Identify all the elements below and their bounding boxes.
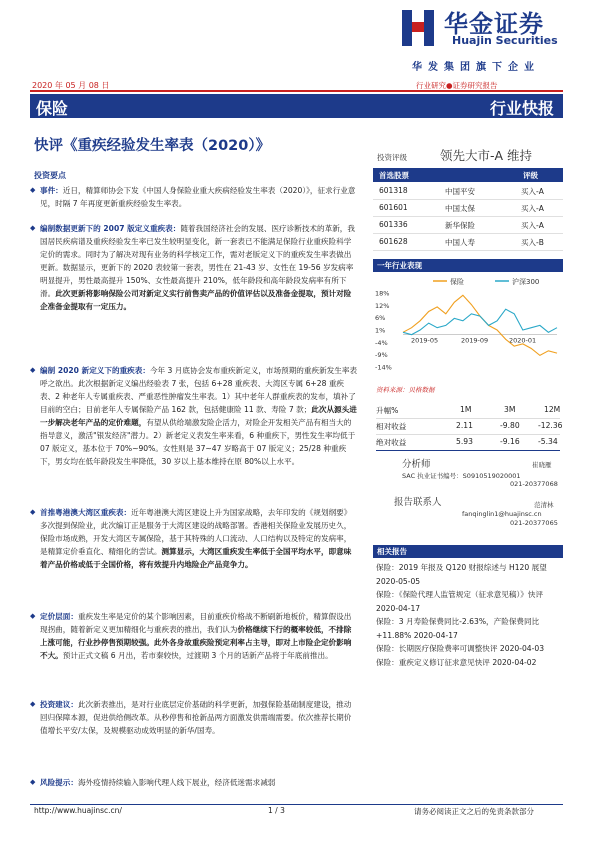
y-tick-label: -9%	[375, 351, 388, 360]
stock-name: 中国人寿	[445, 238, 475, 247]
related-report-item[interactable]: 保险：长期医疗保险费率可调整快评 2020-04-03	[376, 644, 545, 653]
bullet-icon: ◆	[30, 700, 36, 708]
bullet-icon: ◆	[30, 224, 36, 232]
legend-label: 沪深300	[512, 278, 540, 286]
contact-name: 范清林	[534, 501, 554, 509]
analyst-sac: SAC 执业证书编号：S0910519020001	[402, 472, 521, 480]
x-tick-label: 2020-01	[509, 336, 537, 345]
performance-row	[376, 418, 563, 435]
paragraph-2007-table: ◆ 编制数据更新下的 2007 版定义重疾表：随着我国经济社会的发展、医疗诊断技术的革新，我国居民疾病谱及重疾经验发生率已发生较明显变化，新一套表已不能满足保险行业重疾险科学定价的需求。同时为了解决对现有业务的科学核定工作，需对老版定义下的重疾发生率表做出更新。数据显示，更新下的 2020 表较第一套表，男性在 21-43 岁、女性在 19-56 岁发病率明显提升，男性最高提升 150%、女性最高提升 210%，低年龄段和高年龄段发病率有所下滑。此次更新将影响保险公司对新定义实行前售卖产品的价值评估以及准备金提取，预计对险企准备金提取有一定压力。	[30, 224, 355, 311]
stock-rating: 买入-A	[521, 221, 544, 230]
bullet-icon: ◆	[30, 778, 36, 786]
contact-phone: 021-20377065	[510, 519, 558, 527]
related-report-item[interactable]: 保险：重疾定义修订征求意见快评 2020-04-02	[376, 657, 537, 667]
analyst-phone: 021-20377068	[510, 480, 558, 488]
stock-row	[373, 201, 563, 217]
header-band	[30, 94, 563, 118]
stock-rating: 买入-A	[521, 204, 544, 213]
perf-label: 相对收益	[376, 422, 407, 431]
report-title: 快评《重疾经验发生率表（2020）》	[34, 138, 271, 154]
stock-code: 601628	[379, 237, 408, 246]
y-tick-label: 12%	[375, 301, 390, 310]
rating-label: 投资评级	[377, 153, 407, 162]
stock-code: 601318	[379, 186, 408, 195]
bullet-icon: ◆	[30, 186, 36, 194]
y-tick-label: 6%	[375, 314, 386, 323]
x-tick-label: 2019-05	[411, 336, 439, 345]
stock-rating: 买入-B	[521, 238, 544, 247]
stock-name: 新华保险	[445, 221, 475, 230]
x-tick-label: 2019-09	[461, 336, 489, 345]
related-reports-title: 相关报告	[377, 547, 407, 556]
stock-name: 中国平安	[445, 187, 475, 196]
stock-code: 601336	[379, 220, 408, 229]
perf-value: -5.34	[538, 437, 558, 446]
stock-code: 601601	[379, 203, 408, 212]
stock-header-left: 首选股票	[379, 171, 409, 180]
report-categories: 行业研究●证券研究报告	[416, 81, 498, 90]
related-reports-list	[376, 561, 560, 669]
analyst-label: 分析师	[402, 459, 431, 470]
y-tick-label: -4%	[375, 338, 388, 347]
y-tick-label: -14%	[375, 363, 392, 372]
stock-row	[373, 235, 563, 251]
paragraph-2020-table: ◆ 编制 2020 新定义下的重疾表：今年 3 月底协会发布重疾新定义，市场预期的重疾新发生率表呼之欲出。此次根据新定义编出经验表 7 张，包括 6+28 重疾表、大湾区专属 6+28 重疾表、2 种老年人专属重疾表、严重恶性肿瘤发生率表。1）其中老年人群重疾表的发布，填补了目前的空白；目前老年人专属保险产品 162 款，包括健康险 11 款、寿险 7 款；此次从源头进一步解决老年产品的定价难题，有望从供给端激发险企活力，对险企开发相关产品有相当大的指导意义，激活"银发经济"潜力。2）新老定义表发生率来看，6 种重疾下，男性发生率均低于 07 版定义，基本位于 70%~90%。女性则是 37~47 岁略高于 07 版定义；25/28 种重疾下，男女均在低年龄段发生率降低，30 岁以上基本维持在原 80%以上水平。	[30, 366, 358, 466]
perf-value: 2.11	[456, 421, 473, 430]
perf-header: 1M	[460, 405, 472, 414]
related-reports-header	[373, 545, 563, 558]
perf-header: 3M	[504, 405, 516, 414]
analyst-name: 崔晓雁	[532, 461, 552, 469]
series-line-csi300	[403, 309, 557, 334]
disclaimer-note: 请务必阅读正文之后的免责条款部分	[414, 807, 534, 816]
stock-row	[373, 184, 563, 200]
perf-header: 12M	[544, 405, 561, 414]
footer-url[interactable]: http://www.huajinsc.cn/	[34, 806, 122, 815]
performance-row	[376, 434, 560, 451]
paragraph-greater-bay: ◆ 首推粤港澳大湾区重疾表：近年粤港澳大湾区建设上升为国家战略，去年印发的《规划纲要》多次提到保险业，此次编订正是服务于大湾区建设的战略部署。香港相关保险业发展历史久，保险市场成熟，开发大湾区专属保险，基于其特殊的人口流动、人口结构以及特定的发病率，是精算定价垂直化、精细化的尝试。测算显示，大湾区重疾发生率低于全国平均水平，即意味着产品价格或低于全国价格，将有效提升内地险企产品竞争力。	[30, 508, 352, 569]
y-tick-label: 1%	[375, 326, 386, 335]
footer-divider	[30, 804, 563, 805]
contact-label: 报告联系人	[394, 497, 442, 508]
stock-name: 中国太保	[445, 204, 475, 213]
related-report-item[interactable]: 保险：3 月寿险保费同比-2.63%，产险保费同比+11.88% 2020-04-17	[376, 617, 540, 640]
perf-value: -12.36	[538, 421, 563, 430]
bullet-icon: ◆	[30, 508, 36, 516]
paragraph-risk: ◆ 风险提示：海外疫情持续输入影响代理人线下展业，经济低迷需求减弱	[30, 778, 276, 787]
chart-header	[373, 259, 563, 272]
bullet-icon: ◆	[30, 612, 36, 620]
chart-source: 资料来源：贝格数据	[376, 386, 435, 394]
related-report-item[interactable]: 保险：2019 年报及 Q120 财报综述与 H120 展望 2020-05-05	[376, 563, 547, 586]
legend-label: 保险	[450, 278, 464, 286]
page-number: 1 / 3	[268, 806, 285, 815]
paragraph-investment-advice: ◆ 投资建议：此次新表推出，是对行业底层定价基础的科学更新，加强保险基础制度建设，推动回归保障本源，促进供给侧改革。从秒停售和抢新品两方面激发供需端需要。依次推荐长期价值增长平安/太保，及规模驱动成效明显的新华/国寿。	[30, 700, 352, 735]
huajin-logo-icon	[400, 8, 436, 48]
stock-header-right: 评级	[523, 171, 538, 180]
perf-header: 升幅%	[376, 406, 399, 415]
stock-rating: 买入-A	[521, 187, 544, 196]
perf-label: 绝对收益	[376, 438, 407, 447]
section-title: 投资要点	[34, 171, 66, 180]
performance-header-row	[376, 402, 560, 419]
rating-value: 领先大市-A 维持	[440, 148, 533, 163]
brand-name-cn: 华金证券	[444, 10, 544, 38]
report-date: 2020 年 05 月 08 日	[32, 81, 110, 90]
stock-row	[373, 218, 563, 234]
bullet-icon: ◆	[30, 366, 36, 374]
related-report-item[interactable]: 保险：《保险代理人监管规定（征求意见稿）》快评 2020-04-17	[376, 590, 544, 613]
paragraph-event: ◆ 事件：近日，精算师协会下发《中国人身保险业重大疾病经验发生率表（2020）》，征求行业意见，时隔 7 年再度更新重疾经验发生率表。	[30, 186, 356, 208]
chart-title: 一年行业表现	[377, 261, 422, 270]
industry-label: 保险	[36, 99, 69, 118]
y-tick-label: 18%	[375, 289, 390, 298]
paragraph-pricing: ◆ 定价层面：重疾发生率是定价的某个影响因素，目前重疾价格战不断刷新地板价，精算假设出现拐曲，随着新定义更加精细化与重疾表的推出，我们认为价格继续下行的概率较低，不排除上涨可能，行业抄停售预期较强。此外各身故重疾险预定利率占主导，即对上市险企定价影响不大。预计正式文稿 6 月出，若市秦较快，过渡期 3 个月的话新产品将于年底前推出。	[30, 612, 352, 660]
perf-value: -9.80	[500, 421, 520, 430]
header-divider	[30, 90, 563, 92]
contact-email[interactable]: fanqinglin1@huajinsc.cn	[462, 510, 542, 518]
industry-performance-chart	[373, 275, 563, 381]
perf-value: 5.93	[456, 437, 473, 446]
report-type: 行业快报	[490, 99, 555, 118]
perf-value: -9.16	[500, 437, 520, 446]
stock-table-header	[373, 168, 563, 182]
brand-name-en: Huajin Securities	[452, 34, 558, 47]
brand-slogan: 华发集团旗下企业	[412, 62, 540, 73]
